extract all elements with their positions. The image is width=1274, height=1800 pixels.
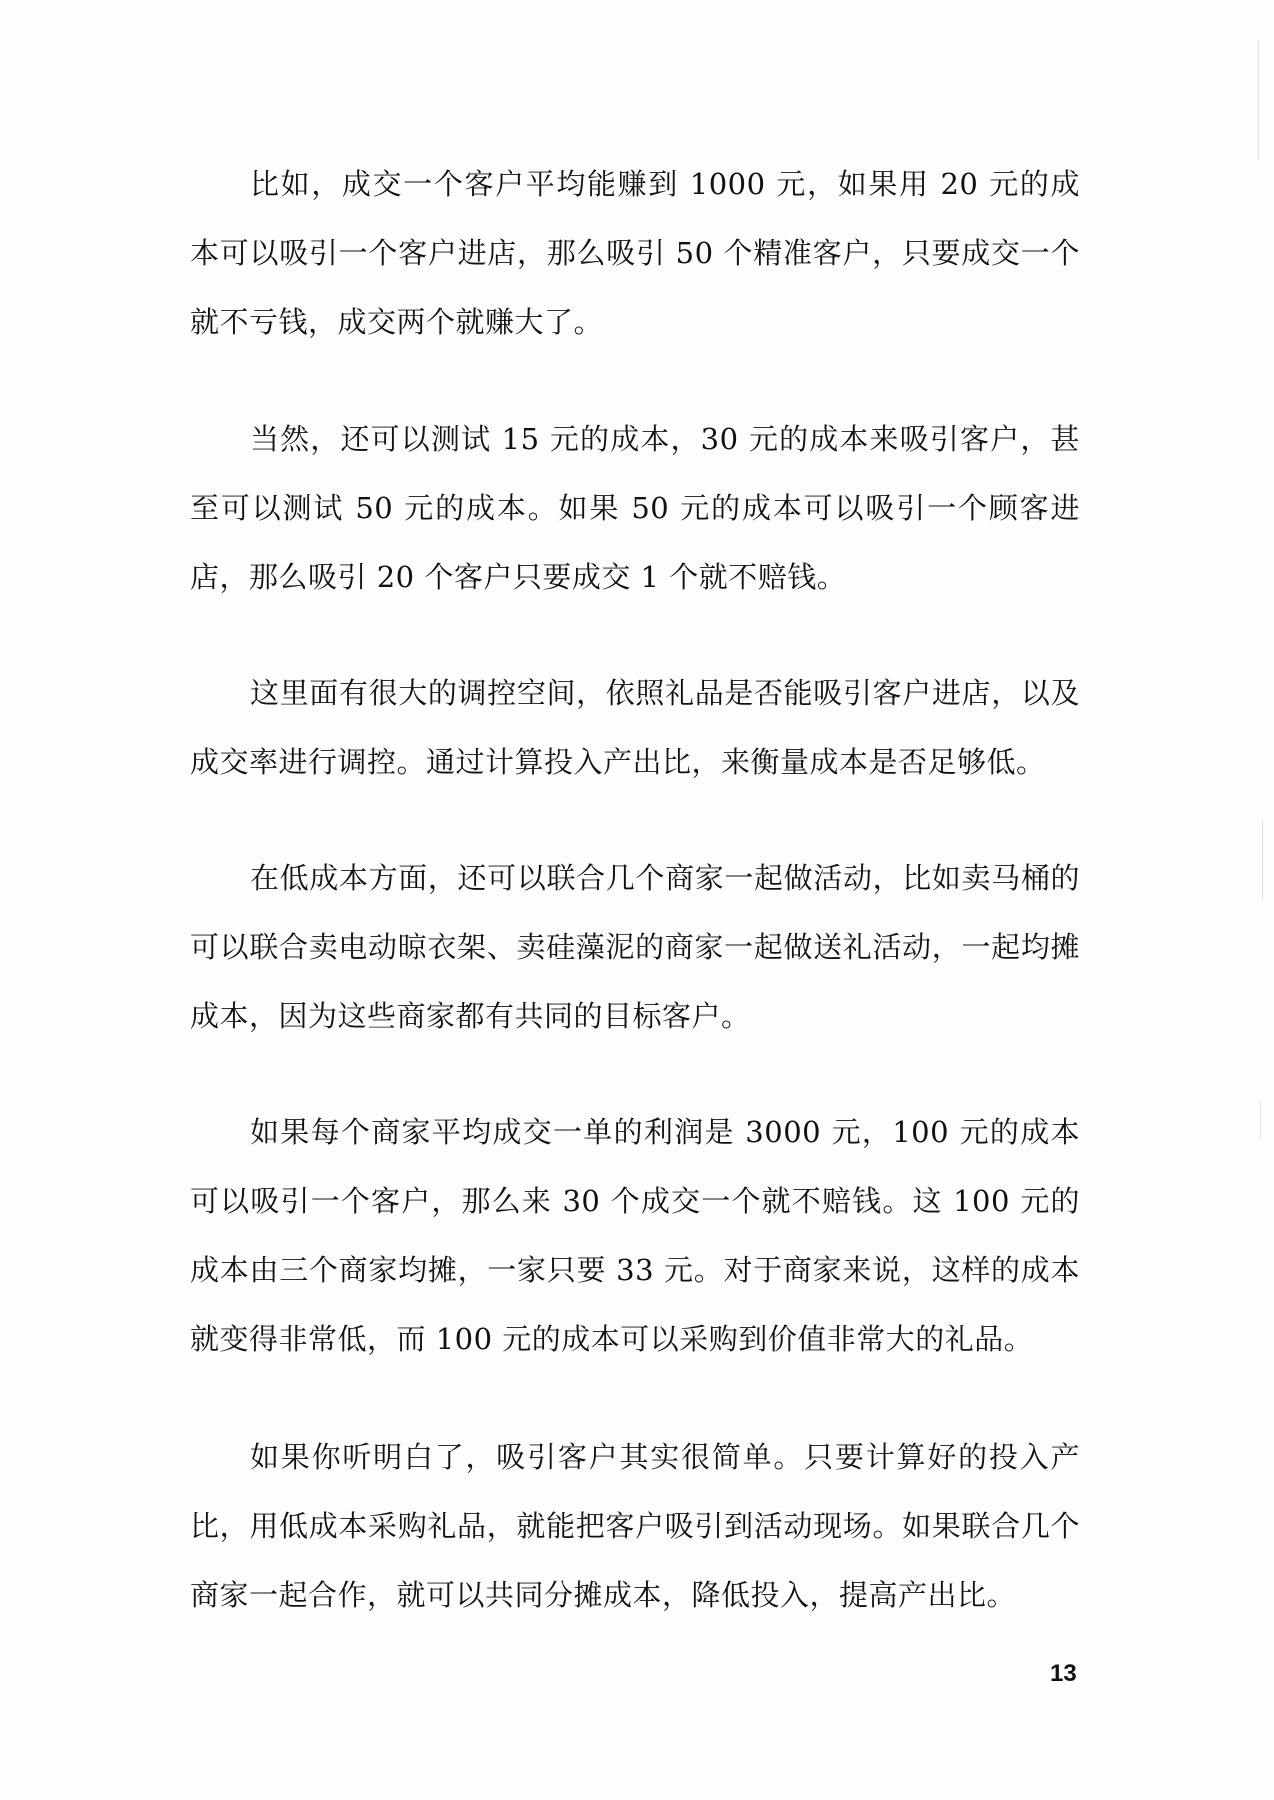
paragraph: 当然，还可以测试 15 元的成本，30 元的成本来吸引客户，甚至可以测试 50 元的成本。如果 50 元的成本可以吸引一个顾客进店，那么吸引 20 个客户只要成交 1 个就不赔钱。 [190,422,1080,594]
paragraph: 如果每个商家平均成交一单的利润是 3000 元，100 元的成本可以吸引一个客户，那么来 30 个成交一个就不赔钱。这 100 元的成本由三个商家均摊，一家只要 33 元。对于商家来说，这样的成本就变得非常低，而 100 元的成本可以采购到价值非常大的礼品。 [190,1115,1080,1356]
page-number: 13 [1050,1660,1077,1687]
scan-artifact [1258,40,1259,160]
scan-artifact [1262,820,1263,900]
paragraph: 比如，成交一个客户平均能赚到 1000 元，如果用 20 元的成本可以吸引一个客户进店，那么吸引 50 个精准客户，只要成交一个就不亏钱，成交两个就赚大了。 [190,167,1080,339]
scan-artifact [1260,1100,1261,1140]
paragraph: 这里面有很大的调控空间，依照礼品是否能吸引客户进店，以及成交率进行调控。通过计算投入产出比，来衡量成本是否足够低。 [190,676,1080,779]
paragraph: 在低成本方面，还可以联合几个商家一起做活动，比如卖马桶的可以联合卖电动晾衣架、卖硅藻泥的商家一起做送礼活动，一起均摊成本，因为这些商家都有共同的目标客户。 [190,861,1080,1033]
paragraph: 如果你听明白了，吸引客户其实很简单。只要计算好的投入产比，用低成本采购礼品，就能把客户吸引到活动现场。如果联合几个商家一起合作，就可以共同分摊成本，降低投入，提高产出比。 [190,1440,1080,1612]
